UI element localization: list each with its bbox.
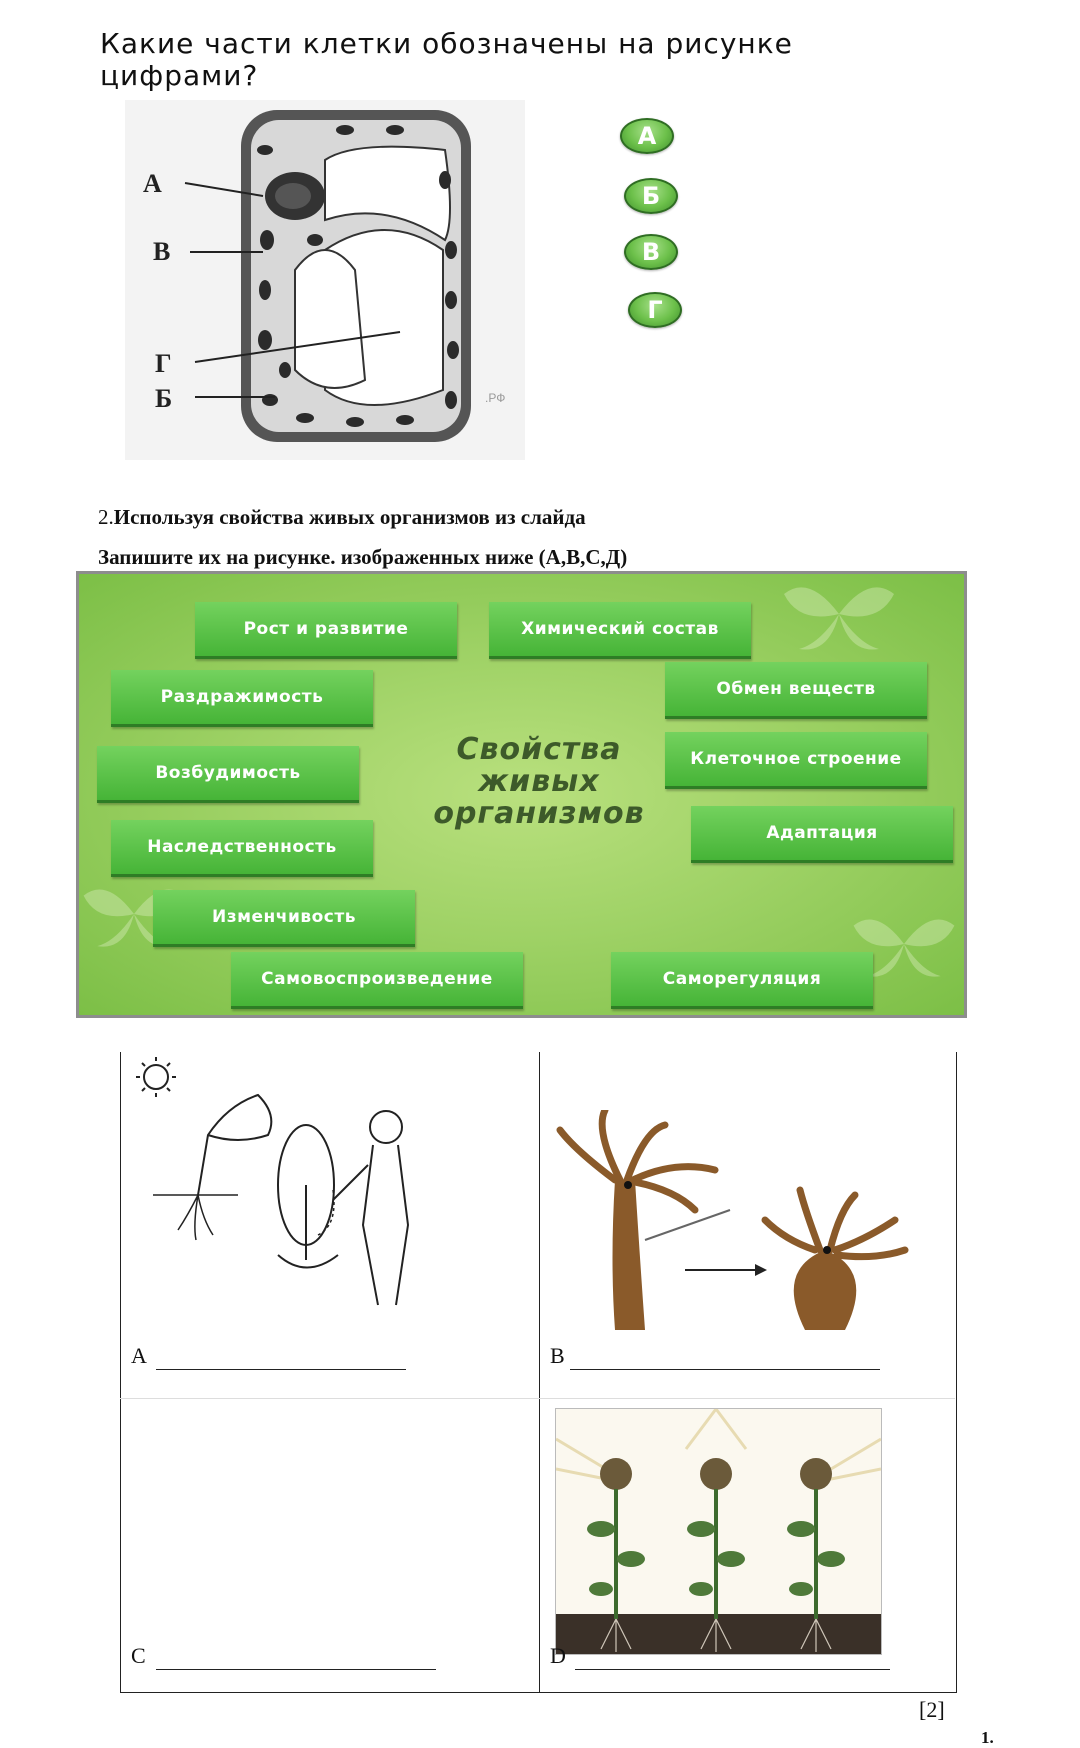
option-b[interactable]: Б — [624, 178, 678, 214]
image-watermark: .РФ — [485, 391, 506, 405]
question-2-line-2: Запишите их на рисунке. изображенных ниже (А,В,С,Д) — [98, 545, 628, 569]
question-2-line-1 — [98, 505, 586, 530]
question-2-text: Используя свойства живых организмов из слайда — [113, 505, 586, 529]
properties-slide — [76, 571, 967, 1018]
answer-line-a[interactable] — [156, 1369, 406, 1370]
answer-label-c: С — [131, 1643, 146, 1668]
picture-a-plant-care — [128, 1055, 458, 1345]
answer-line-d[interactable] — [575, 1669, 890, 1670]
property-variability: Изменчивость — [153, 890, 415, 947]
option-a[interactable]: А — [620, 118, 674, 154]
slide-title: Свойства живых организмов — [433, 732, 645, 831]
property-chemical: Химический состав — [489, 602, 751, 659]
option-g[interactable]: Г — [628, 292, 682, 328]
property-cellular: Клеточное строение — [665, 732, 927, 789]
answer-label-b: В — [550, 1343, 565, 1368]
cell-label-b: Б — [155, 384, 173, 413]
answer-line-c[interactable] — [156, 1669, 436, 1670]
answer-label-a: А — [131, 1343, 147, 1368]
cell-label-a: А — [143, 169, 162, 198]
plant-cell-diagram — [125, 100, 525, 460]
property-reproduction: Самовоспроизведение — [231, 952, 523, 1009]
property-growth: Рост и развитие — [195, 602, 457, 659]
picture-b-hydra — [555, 1110, 925, 1340]
page-number: 1. — [981, 1728, 994, 1747]
property-irritability: Раздражимость — [111, 670, 373, 727]
property-selfregulation: Саморегуляция — [611, 952, 873, 1009]
question-1-title: Какие части клетки обозначены на рисунке цифрами? — [100, 27, 793, 92]
property-excitability: Возбудимость — [97, 746, 359, 803]
answer-label-d: D — [550, 1643, 566, 1668]
property-adaptation: Адаптация — [691, 806, 953, 863]
property-heredity: Наследственность — [111, 820, 373, 877]
option-v[interactable]: В — [624, 234, 678, 270]
grid-divider — [539, 1052, 540, 1692]
butterfly-icon — [779, 574, 899, 654]
property-metabolism: Обмен веществ — [665, 662, 927, 719]
cell-label-v: В — [153, 237, 171, 266]
picture-d-sunflowers — [555, 1408, 882, 1655]
score-marks: [2] — [919, 1697, 945, 1722]
grid-divider — [120, 1398, 955, 1399]
answer-line-b[interactable] — [570, 1369, 880, 1370]
question-2-number: 2. — [98, 505, 114, 529]
cell-label-g: Г — [155, 349, 172, 378]
